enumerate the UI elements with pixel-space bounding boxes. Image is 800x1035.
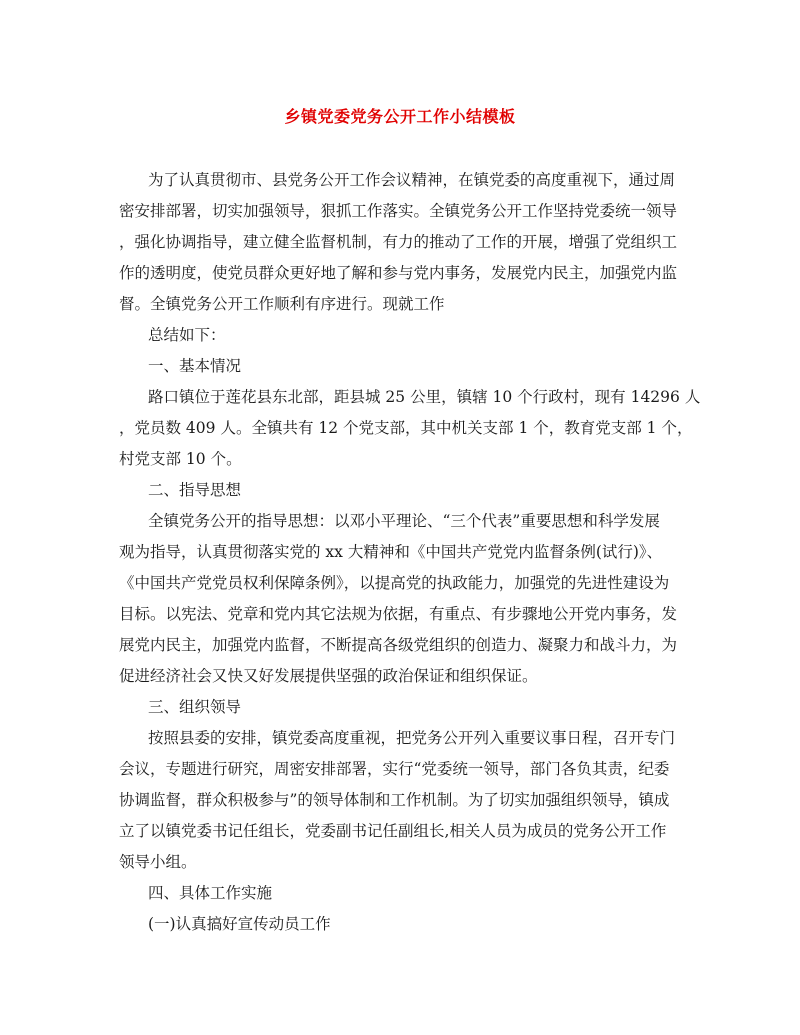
paragraph-line: 督。全镇党务公开工作顺利有序进行。现就工作 [119, 295, 445, 313]
document-title: 乡镇党委党务公开工作小结模板 [284, 107, 516, 126]
paragraph-line: 路口镇位于莲花县东北部，距县城 25 公里，镇辖 10 个行政村，现有 14296 人 [148, 388, 701, 406]
paragraph-line: 为了认真贯彻市、县党务公开工作会议精神，在镇党委的高度重视下，通过周 [148, 171, 676, 189]
paragraph-line: 全镇党务公开的指导思想：以邓小平理论、“三个代表”重要思想和科学发展 [148, 512, 660, 530]
paragraph-line: ，党员数 409 人。全镇共有 12 个党支部，其中机关支部 1 个，教育党支部 1 个， [119, 419, 693, 437]
paragraph-line: 作的透明度，使党员群众更好地了解和参与党内事务，发展党内民主，加强党内监 [119, 264, 678, 282]
paragraph-line: 领导小组。 [119, 853, 197, 871]
section-heading: 二、指导思想 [148, 481, 242, 499]
paragraph-line: 目标。以宪法、党章和党内其它法规为依据，有重点、有步骤地公开党内事务，发 [119, 605, 678, 623]
paragraph-line: 密安排部署，切实加强领导，狠抓工作落实。全镇党务公开工作坚持党委统一领导 [119, 202, 678, 220]
section-heading: 四、具体工作实施 [148, 884, 273, 902]
paragraph-line: 总结如下： [148, 326, 226, 344]
section-heading: 三、组织领导 [148, 698, 242, 716]
paragraph-line: 按照县委的安排，镇党委高度重视，把党务公开列入重要议事日程，召开专门 [148, 729, 676, 747]
paragraph-line: 协调监督，群众积极参与”的领导体制和工作机制。为了切实加强组织领导，镇成 [119, 791, 670, 809]
paragraph-line: 《中国共产党党员权利保障条例》，以提高党的执政能力，加强党的先进性建设为 [119, 574, 670, 592]
paragraph-line: 会议，专题进行研究，周密安排部署，实行“党委统一领导，部门各负其责，纪委 [119, 760, 670, 778]
paragraph-line: 促进经济社会又快又好发展提供坚强的政治保证和组织保证。 [119, 667, 538, 685]
paragraph-line: 观为指导，认真贯彻落实党的 xx 大精神和《中国共产党党内监督条例(试行)》、 [119, 543, 663, 561]
paragraph-line: 展党内民主，加强党内监督，不断提高各级党组织的创造力、凝聚力和战斗力，为 [119, 636, 678, 654]
paragraph-line: 立了以镇党委书记任组长，党委副书记任副组长,相关人员为成员的党务公开工作 [119, 822, 667, 840]
subsection-heading: (一)认真搞好宣传动员工作 [148, 915, 331, 933]
paragraph-line: ，强化协调指导，建立健全监督机制，有力的推动了工作的开展，增强了党组织工 [119, 233, 678, 251]
paragraph-line: 村党支部 10 个。 [119, 450, 242, 468]
section-heading: 一、基本情况 [148, 357, 242, 375]
